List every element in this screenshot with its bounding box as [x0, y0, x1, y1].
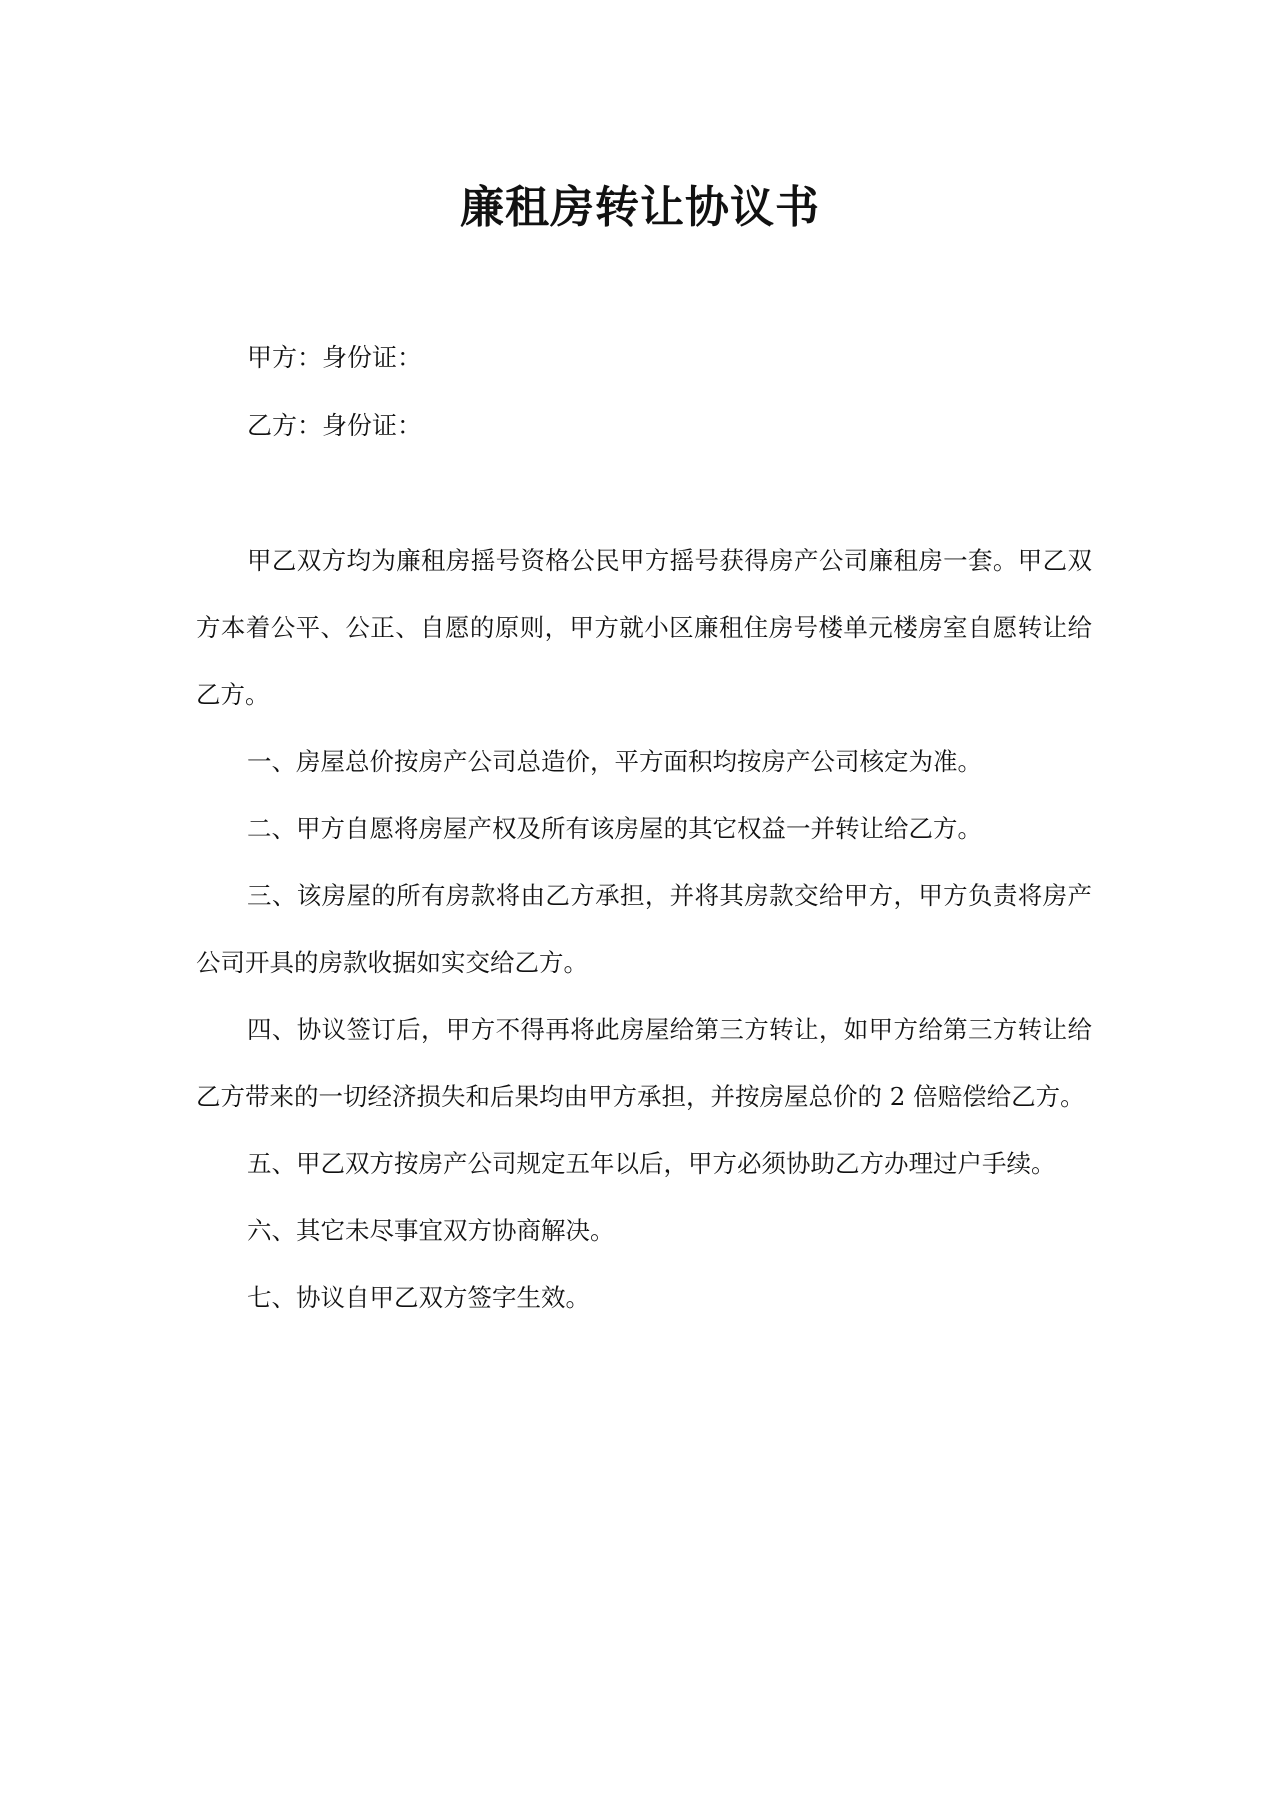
- intro-paragraph: 甲乙双方均为廉租房摇号资格公民甲方摇号获得房产公司廉租房一套。甲乙双方本着公平、公正、自愿的原则，甲方就小区廉租住房号楼单元楼房室自愿转让给乙方。: [196, 546, 1092, 709]
- party-a-line: 甲方：身份证：: [247, 343, 423, 372]
- clause-3: 三、该房屋的所有房款将由乙方承担，并将其房款交给甲方，甲方负责将房产公司开具的房款收据如实交给乙方。: [196, 881, 1092, 977]
- clause-2: 二、甲方自愿将房屋产权及所有该房屋的其它权益一并转让给乙方。: [247, 814, 982, 843]
- clause-6: 六、其它未尽事宜双方协商解决。: [247, 1216, 615, 1245]
- agreement-body: [196, 527, 1092, 1331]
- clause-4: 四、协议签订后，甲方不得再将此房屋给第三方转让，如甲方给第三方转让给乙方带来的一切经济损失和后果均由甲方承担，并按房屋总价的 2 倍赔偿给乙方。: [196, 1015, 1092, 1111]
- clause-1: 一、房屋总价按房产公司总造价，平方面积均按房产公司核定为准。: [247, 747, 982, 776]
- clause-7: 七、协议自甲乙双方签字生效。: [247, 1283, 590, 1312]
- party-b-line: 乙方：身份证：: [247, 411, 423, 440]
- document-title: 廉租房转让协议书: [460, 182, 820, 233]
- clause-5: 五、甲乙双方按房产公司规定五年以后，甲方必须协助乙方办理过户手续。: [247, 1149, 1056, 1178]
